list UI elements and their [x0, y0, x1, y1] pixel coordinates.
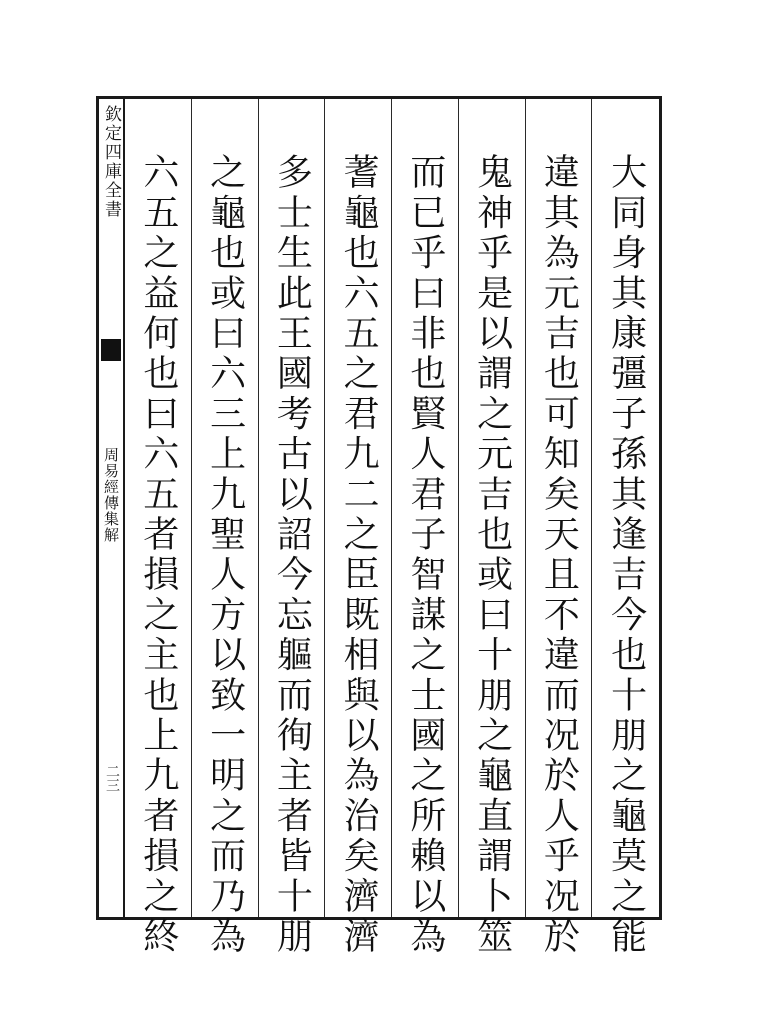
page-frame — [96, 96, 662, 957]
text-column — [325, 99, 392, 957]
text-column — [392, 99, 459, 957]
text-column — [125, 99, 192, 957]
column-text: 大同身其康彊子孫其逢吉今也十朋之龜莫之能 — [605, 153, 647, 957]
text-column — [192, 99, 259, 957]
margin-page-number: 二三 — [104, 764, 120, 792]
text-column — [592, 99, 659, 957]
column-text: 違其為元吉也可知矣天且不違而况於人乎况於 — [538, 153, 580, 957]
text-columns — [125, 99, 659, 957]
margin-book-title: 周易經傳集解 — [102, 447, 120, 543]
margin-gutter — [99, 99, 125, 917]
column-text: 蓍龜也六五之君九二之臣既相與以為治矣濟濟 — [338, 153, 380, 957]
fishtail-mark — [101, 339, 121, 361]
text-column — [259, 99, 326, 957]
margin-header: 欽定四庫全書 — [101, 105, 121, 219]
column-text: 而已乎曰非也賢人君子智謀之士國之所賴以為 — [404, 153, 446, 957]
text-column — [459, 99, 526, 957]
column-text: 鬼神乎是以謂之元吉也或曰十朋之龜直謂卜筮 — [471, 153, 513, 957]
column-text: 六五之益何也曰六五者損之主也上九者損之終 — [137, 153, 179, 957]
column-text: 之龜也或曰六三上九聖人方以致一明之而乃為 — [204, 153, 246, 957]
text-column — [526, 99, 593, 957]
column-text: 多士生此王國考古以詔今忘軀而徇主者皆十朋 — [271, 153, 313, 957]
